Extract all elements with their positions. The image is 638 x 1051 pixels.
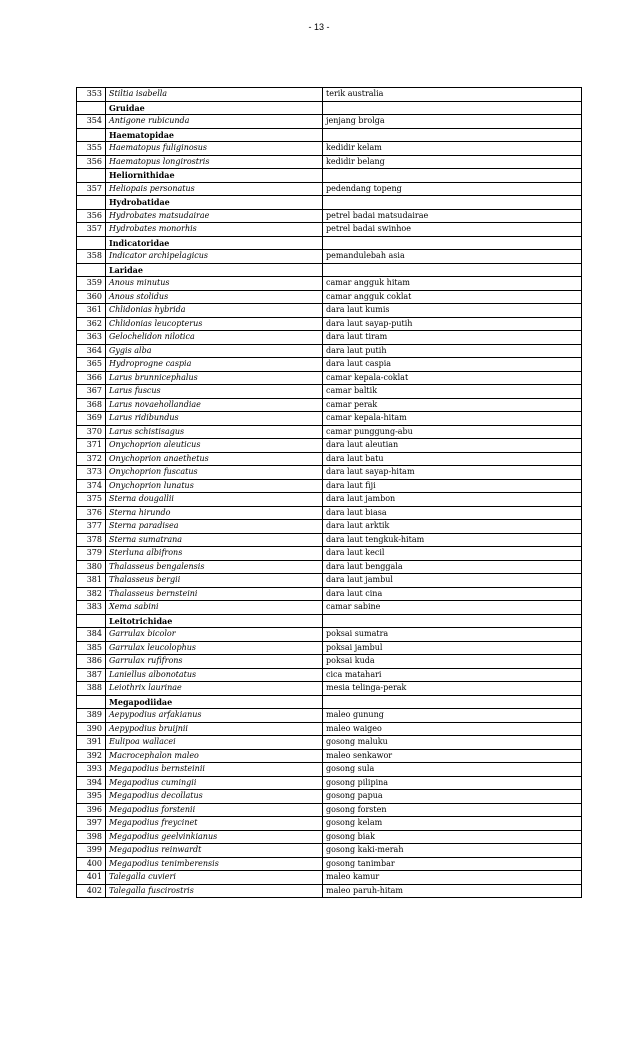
species-row: [77, 803, 582, 817]
species-row: [77, 250, 582, 264]
common-name: dara laut tengkuk-hitam: [323, 533, 582, 547]
common-name: gosong papua: [323, 790, 582, 804]
common-name: dara laut caspia: [323, 358, 582, 372]
family-row: [77, 695, 582, 709]
species-row: [77, 425, 582, 439]
species-row: [77, 682, 582, 696]
species-row: [77, 142, 582, 156]
common-name: poksai sumatra: [323, 628, 582, 642]
scientific-name: Chlidonias hybrida: [106, 304, 323, 318]
species-row: [77, 722, 582, 736]
species-number: 390: [77, 722, 106, 736]
species-row: [77, 331, 582, 345]
common-name: dara laut kecil: [323, 547, 582, 561]
common-name: maleo gunung: [323, 709, 582, 723]
scientific-name: Xema sabini: [106, 601, 323, 615]
species-number: 361: [77, 304, 106, 318]
scientific-name: Laniellus albonotatus: [106, 668, 323, 682]
species-row: [77, 790, 582, 804]
species-number: 353: [77, 88, 106, 102]
species-number: 371: [77, 439, 106, 453]
scientific-name: Eulipoa wallacei: [106, 736, 323, 750]
scientific-name: Megapodius reinwardt: [106, 844, 323, 858]
scientific-name: Gelochelidon nilotica: [106, 331, 323, 345]
scientific-name: Sterluna albifrons: [106, 547, 323, 561]
family-common-cell: [323, 236, 582, 250]
species-row: [77, 574, 582, 588]
scientific-name: Hydrobates matsudairae: [106, 209, 323, 223]
species-number: 384: [77, 628, 106, 642]
common-name: dara laut fiji: [323, 479, 582, 493]
scientific-name: Thalasseus bernsteini: [106, 587, 323, 601]
family-number-cell: [77, 169, 106, 183]
species-number: 396: [77, 803, 106, 817]
scientific-name: Talegalla cuvieri: [106, 871, 323, 885]
species-number: 356: [77, 155, 106, 169]
species-row: [77, 655, 582, 669]
scientific-name: Larus novaehollandiae: [106, 398, 323, 412]
species-row: [77, 547, 582, 561]
scientific-name: Antigone rubicunda: [106, 115, 323, 129]
common-name: petrel badai matsudairae: [323, 209, 582, 223]
species-row: [77, 452, 582, 466]
species-number: 376: [77, 506, 106, 520]
family-common-cell: [323, 196, 582, 210]
common-name: dara laut jambul: [323, 574, 582, 588]
scientific-name: Megapodius bernsteinii: [106, 763, 323, 777]
species-row: [77, 155, 582, 169]
common-name: camar sabine: [323, 601, 582, 615]
species-number: 355: [77, 142, 106, 156]
common-name: pedendang topeng: [323, 182, 582, 196]
species-table-body: [77, 88, 582, 898]
scientific-name: Sterna dougallii: [106, 493, 323, 507]
scientific-name: Anous minutus: [106, 277, 323, 291]
common-name: maleo paruh-hitam: [323, 884, 582, 898]
species-row: [77, 223, 582, 237]
species-row: [77, 277, 582, 291]
common-name: dara laut tiram: [323, 331, 582, 345]
species-row: [77, 628, 582, 642]
scientific-name: Sterna paradisea: [106, 520, 323, 534]
scientific-name: Macrocephalon maleo: [106, 749, 323, 763]
species-number: 389: [77, 709, 106, 723]
common-name: jenjang brolga: [323, 115, 582, 129]
common-name: gosong forsten: [323, 803, 582, 817]
species-number: 391: [77, 736, 106, 750]
species-number: 364: [77, 344, 106, 358]
family-number-cell: [77, 614, 106, 628]
common-name: dara laut kumis: [323, 304, 582, 318]
scientific-name: Chlidonias leucopterus: [106, 317, 323, 331]
scientific-name: Sterna hirundo: [106, 506, 323, 520]
species-number: 378: [77, 533, 106, 547]
species-row: [77, 668, 582, 682]
scientific-name: Onychoprion aleuticus: [106, 439, 323, 453]
common-name: gosong kelam: [323, 817, 582, 831]
scientific-name: Onychoprion lunatus: [106, 479, 323, 493]
family-number-cell: [77, 236, 106, 250]
family-row: [77, 101, 582, 115]
scientific-name: Leiothrix laurinae: [106, 682, 323, 696]
family-row: [77, 263, 582, 277]
species-number: 366: [77, 371, 106, 385]
species-number: 385: [77, 641, 106, 655]
scientific-name: Hydroprogne caspia: [106, 358, 323, 372]
species-number: 356: [77, 209, 106, 223]
species-number: 358: [77, 250, 106, 264]
scientific-name: Aepypodius bruijnii: [106, 722, 323, 736]
species-number: 354: [77, 115, 106, 129]
common-name: dara laut cina: [323, 587, 582, 601]
species-number: 372: [77, 452, 106, 466]
common-name: camar kepala-hitam: [323, 412, 582, 426]
family-number-cell: [77, 101, 106, 115]
species-row: [77, 776, 582, 790]
species-number: 367: [77, 385, 106, 399]
species-row: [77, 412, 582, 426]
scientific-name: Garrulax rufifrons: [106, 655, 323, 669]
common-name: kedidir kelam: [323, 142, 582, 156]
species-number: 374: [77, 479, 106, 493]
species-number: 398: [77, 830, 106, 844]
scientific-name: Megapodius freycinet: [106, 817, 323, 831]
species-row: [77, 857, 582, 871]
common-name: camar punggung-abu: [323, 425, 582, 439]
common-name: maleo kamur: [323, 871, 582, 885]
family-number-cell: [77, 263, 106, 277]
species-row: [77, 884, 582, 898]
species-row: [77, 506, 582, 520]
common-name: dara laut biasa: [323, 506, 582, 520]
common-name: camar angguk hitam: [323, 277, 582, 291]
common-name: cica matahari: [323, 668, 582, 682]
page-number: - 13 -: [308, 22, 330, 32]
family-common-cell: [323, 169, 582, 183]
species-row: [77, 817, 582, 831]
species-number: 359: [77, 277, 106, 291]
scientific-name: Stiltia isabella: [106, 88, 323, 102]
species-number: 369: [77, 412, 106, 426]
species-row: [77, 749, 582, 763]
family-number-cell: [77, 196, 106, 210]
species-number: 375: [77, 493, 106, 507]
species-row: [77, 317, 582, 331]
scientific-name: Larus brunnicephalus: [106, 371, 323, 385]
family-row: [77, 128, 582, 142]
species-row: [77, 439, 582, 453]
species-row: [77, 209, 582, 223]
common-name: gosong tanimbar: [323, 857, 582, 871]
scientific-name: Talegalla fuscirostris: [106, 884, 323, 898]
common-name: gosong sula: [323, 763, 582, 777]
common-name: gosong kaki-merah: [323, 844, 582, 858]
common-name: petrel badai swinhoe: [323, 223, 582, 237]
family-common-cell: [323, 695, 582, 709]
family-common-cell: [323, 128, 582, 142]
common-name: maleo waigeo: [323, 722, 582, 736]
common-name: poksai jambul: [323, 641, 582, 655]
species-row: [77, 371, 582, 385]
scientific-name: Megapodius geelvinkianus: [106, 830, 323, 844]
species-number: 360: [77, 290, 106, 304]
species-row: [77, 709, 582, 723]
species-row: [77, 871, 582, 885]
species-number: 388: [77, 682, 106, 696]
species-row: [77, 466, 582, 480]
common-name: poksai kuda: [323, 655, 582, 669]
species-row: [77, 560, 582, 574]
family-row: [77, 614, 582, 628]
common-name: gosong biak: [323, 830, 582, 844]
common-name: dara laut arktik: [323, 520, 582, 534]
species-number: 387: [77, 668, 106, 682]
common-name: dara laut sayap-putih: [323, 317, 582, 331]
family-name: Gruidae: [106, 101, 323, 115]
common-name: kedidir belang: [323, 155, 582, 169]
species-number: 368: [77, 398, 106, 412]
common-name: terik australia: [323, 88, 582, 102]
scientific-name: Megapodius cumingii: [106, 776, 323, 790]
species-number: 382: [77, 587, 106, 601]
species-row: [77, 385, 582, 399]
scientific-name: Megapodius tenimberensis: [106, 857, 323, 871]
common-name: gosong pilipina: [323, 776, 582, 790]
family-common-cell: [323, 263, 582, 277]
common-name: camar baltik: [323, 385, 582, 399]
family-common-cell: [323, 614, 582, 628]
scientific-name: Garrulax leucolophus: [106, 641, 323, 655]
common-name: gosong maluku: [323, 736, 582, 750]
family-name: Laridae: [106, 263, 323, 277]
scientific-name: Megapodius forstenii: [106, 803, 323, 817]
species-number: 399: [77, 844, 106, 858]
common-name: dara laut batu: [323, 452, 582, 466]
species-row: [77, 763, 582, 777]
species-number: 392: [77, 749, 106, 763]
scientific-name: Indicator archipelagicus: [106, 250, 323, 264]
species-row: [77, 344, 582, 358]
species-row: [77, 88, 582, 102]
species-number: 380: [77, 560, 106, 574]
common-name: dara laut aleutian: [323, 439, 582, 453]
scientific-name: Aepypodius arfakianus: [106, 709, 323, 723]
scientific-name: Larus schistisagus: [106, 425, 323, 439]
species-number: 386: [77, 655, 106, 669]
scientific-name: Megapodius decollatus: [106, 790, 323, 804]
species-row: [77, 533, 582, 547]
species-number: 357: [77, 223, 106, 237]
species-row: [77, 182, 582, 196]
species-row: [77, 398, 582, 412]
species-number: 400: [77, 857, 106, 871]
species-row: [77, 479, 582, 493]
scientific-name: Onychoprion anaethetus: [106, 452, 323, 466]
species-number: 365: [77, 358, 106, 372]
species-row: [77, 736, 582, 750]
scientific-name: Larus ridibundus: [106, 412, 323, 426]
species-number: 370: [77, 425, 106, 439]
scientific-name: Anous stolidus: [106, 290, 323, 304]
scientific-name: Sterna sumatrana: [106, 533, 323, 547]
species-number: 393: [77, 763, 106, 777]
species-row: [77, 358, 582, 372]
species-number: 397: [77, 817, 106, 831]
species-row: [77, 844, 582, 858]
species-row: [77, 601, 582, 615]
family-number-cell: [77, 128, 106, 142]
family-name: Indicatoridae: [106, 236, 323, 250]
family-name: Megapodiidae: [106, 695, 323, 709]
species-number: 363: [77, 331, 106, 345]
common-name: dara laut sayap-hitam: [323, 466, 582, 480]
family-name: Hydrobatidae: [106, 196, 323, 210]
species-table: [76, 87, 582, 898]
family-row: [77, 236, 582, 250]
scientific-name: Garrulax bicolor: [106, 628, 323, 642]
species-number: 402: [77, 884, 106, 898]
species-row: [77, 520, 582, 534]
family-row: [77, 196, 582, 210]
scientific-name: Thalasseus bergii: [106, 574, 323, 588]
species-number: 362: [77, 317, 106, 331]
family-number-cell: [77, 695, 106, 709]
species-number: 377: [77, 520, 106, 534]
species-number: 395: [77, 790, 106, 804]
scientific-name: Larus fuscus: [106, 385, 323, 399]
scientific-name: Thalasseus bengalensis: [106, 560, 323, 574]
common-name: dara laut benggala: [323, 560, 582, 574]
family-name: Heliornithidae: [106, 169, 323, 183]
scientific-name: Haematopus fuliginosus: [106, 142, 323, 156]
common-name: camar perak: [323, 398, 582, 412]
common-name: dara laut jambon: [323, 493, 582, 507]
species-row: [77, 587, 582, 601]
species-row: [77, 290, 582, 304]
common-name: dara laut putih: [323, 344, 582, 358]
species-number: 373: [77, 466, 106, 480]
common-name: mesia telinga-perak: [323, 682, 582, 696]
species-row: [77, 830, 582, 844]
species-number: 381: [77, 574, 106, 588]
common-name: camar kepala-coklat: [323, 371, 582, 385]
species-number: 401: [77, 871, 106, 885]
common-name: maleo senkawor: [323, 749, 582, 763]
species-number: 379: [77, 547, 106, 561]
scientific-name: Heliopais personatus: [106, 182, 323, 196]
common-name: pemandulebah asia: [323, 250, 582, 264]
family-common-cell: [323, 101, 582, 115]
scientific-name: Gygis alba: [106, 344, 323, 358]
family-name: Leitotrichidae: [106, 614, 323, 628]
species-row: [77, 493, 582, 507]
family-name: Haematopidae: [106, 128, 323, 142]
species-row: [77, 115, 582, 129]
species-number: 357: [77, 182, 106, 196]
common-name: camar angguk coklat: [323, 290, 582, 304]
species-row: [77, 304, 582, 318]
scientific-name: Hydrobates monorhis: [106, 223, 323, 237]
species-row: [77, 641, 582, 655]
family-row: [77, 169, 582, 183]
species-number: 383: [77, 601, 106, 615]
scientific-name: Onychoprion fuscatus: [106, 466, 323, 480]
species-number: 394: [77, 776, 106, 790]
scientific-name: Haematopus longirostris: [106, 155, 323, 169]
